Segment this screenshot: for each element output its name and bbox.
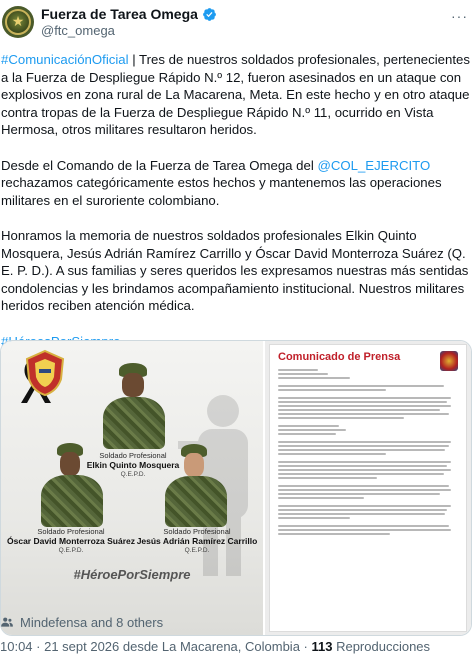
reposted-by[interactable] bbox=[0, 614, 163, 630]
national-emblem-icon bbox=[440, 351, 458, 371]
author-avatar[interactable] bbox=[2, 6, 34, 38]
verified-badge-icon bbox=[202, 7, 217, 22]
author-handle[interactable]: @ftc_omega bbox=[41, 23, 115, 38]
memorial-image[interactable] bbox=[1, 341, 265, 635]
tweet-media bbox=[0, 340, 472, 636]
tweet-paragraph-1 bbox=[1, 51, 471, 139]
author-display-name[interactable]: Fuerza de Tarea Omega bbox=[41, 6, 198, 22]
soldier-2-caption bbox=[7, 527, 135, 555]
soldier-3-name: Jesús Adrián Ramírez Carrillo bbox=[136, 536, 258, 546]
soldier-2-portrait bbox=[39, 439, 105, 527]
army-crest-icon bbox=[23, 349, 67, 397]
tweet-paragraph-2-start: Desde el Comando de la Fuerza de Tarea Omega del bbox=[1, 157, 318, 173]
tweet-paragraph-3: Honramos la memoria de nuestros soldados profesionales Elkin Quinto Mosquera, Jesús Adrián Ramírez Carrillo y Óscar David Monterroza Suárez (Q. E. P. D.). A sus familias y seres queridos les expresamos nuestras más sentidas condolencias y les brindamos acompañamiento institucional. Nuestros militares heridos reciben atención médica. bbox=[1, 227, 469, 314]
tweet-paragraph-2-end: rechazamos categóricamente estos hechos y mantenemos las operaciones militares en el suroriente colombiano. bbox=[1, 175, 442, 208]
views-count: 113 bbox=[311, 639, 333, 654]
soldier-3-caption bbox=[135, 527, 259, 555]
press-release-paragraph-1 bbox=[278, 397, 458, 419]
mention-col-ejercito[interactable]: @COL_EJERCITO bbox=[317, 157, 431, 173]
press-release-meta bbox=[278, 369, 458, 379]
users-icon bbox=[0, 615, 14, 629]
press-release-paragraph-2 bbox=[278, 425, 458, 435]
tweet-text bbox=[1, 51, 471, 368]
soldier-1-name: Elkin Quinto Mosquera bbox=[86, 460, 180, 470]
author-name-row[interactable] bbox=[41, 5, 217, 23]
star-icon: ★ bbox=[11, 13, 25, 29]
press-release-paragraph-6 bbox=[278, 505, 458, 519]
press-release-paragraph-5 bbox=[278, 485, 458, 499]
more-options-icon[interactable]: ··· bbox=[451, 8, 468, 24]
soldier-1-qepd: Q.E.P.D. bbox=[120, 471, 146, 478]
tweet-timestamp bbox=[0, 639, 430, 654]
soldier-3-rank: Soldado Profesional bbox=[163, 527, 231, 536]
timestamp-text[interactable]: 10:04 · 21 sept 2026 desde La Macarena, Colombia · bbox=[0, 639, 312, 654]
press-release-title: Comunicado de Prensa bbox=[278, 351, 401, 363]
soldier-2-rank: Soldado Profesional bbox=[37, 527, 105, 536]
memorial-hashtag: #HéroePorSiempre bbox=[73, 567, 191, 582]
tweet-header bbox=[0, 0, 472, 44]
tweet-paragraph-1-text: | Tres de nuestros soldados profesionales, pertenecientes a la Fuerza de Despliegue Rápido N.º 12, fueron asesinados en un ataque con explosivos en zona rural de La Macarena, Meta. En este hecho y en otro ataque contra tropas de la Fuerza de Despliegue Rápido N.º 11, ocurrido en Vista Hermosa, otros militares resultaron heridos. bbox=[1, 52, 470, 138]
press-release-document bbox=[269, 344, 467, 632]
soldier-1-portrait bbox=[101, 359, 171, 449]
soldier-2-name: Óscar David Monterroza Suárez bbox=[7, 536, 136, 546]
soldier-3-qepd: Q.E.P.D. bbox=[184, 547, 210, 554]
soldier-1-rank: Soldado Profesional bbox=[99, 451, 167, 460]
press-release-body bbox=[278, 385, 458, 391]
soldier-3-portrait bbox=[163, 441, 229, 527]
tweet-paragraph-2 bbox=[1, 157, 471, 210]
reposted-by-text: Mindefensa and 8 others bbox=[20, 614, 164, 630]
press-release-paragraph-4 bbox=[278, 461, 458, 479]
soldier-2-qepd: Q.E.P.D. bbox=[58, 547, 84, 554]
views-label: Reproducciones bbox=[332, 639, 431, 654]
press-release-paragraph-3 bbox=[278, 441, 458, 455]
hashtag-comunicacion-oficial[interactable]: #ComunicaciónOficial bbox=[1, 52, 129, 67]
press-release-image[interactable] bbox=[265, 341, 471, 635]
press-release-paragraph-7 bbox=[278, 525, 458, 535]
